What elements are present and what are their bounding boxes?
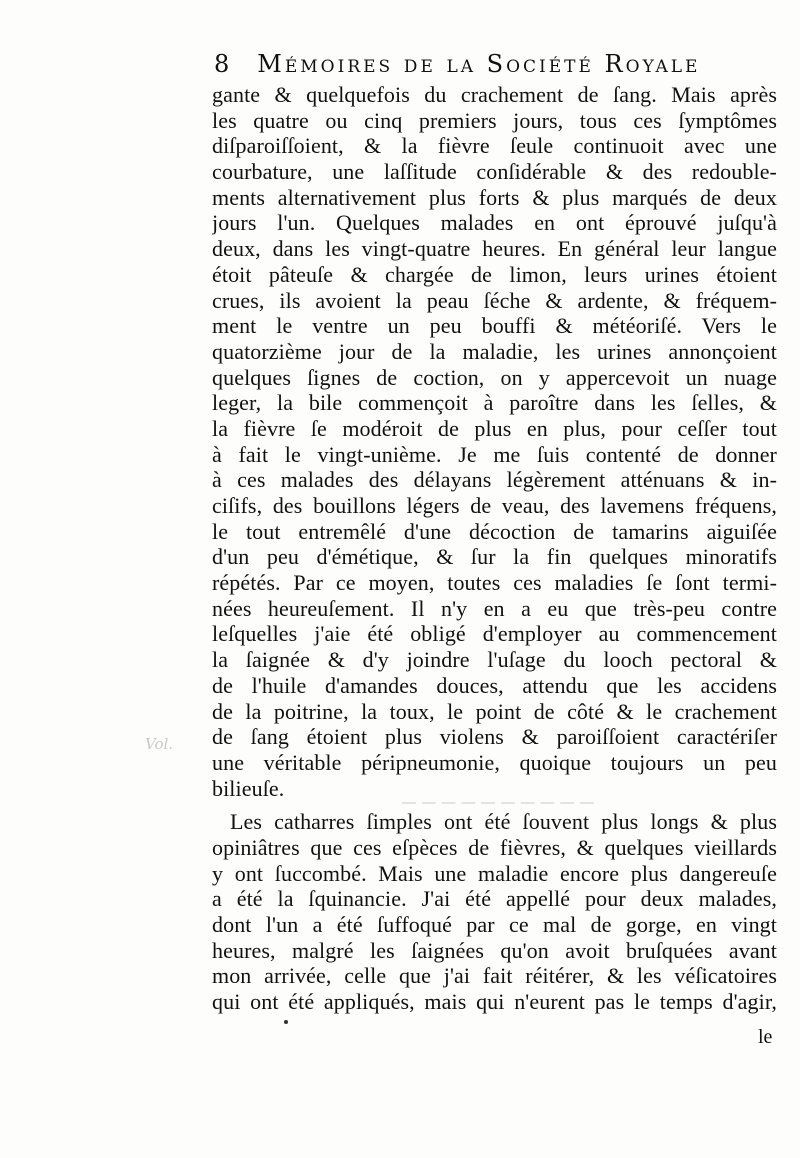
text-line: dont l'un a été ſuffoqué par ce mal de gorge, en vingt: [212, 912, 777, 937]
text-line: à ces malades des délayans légèrement atténuans & in-: [212, 467, 777, 493]
text-line: deux, dans les vingt-quatre heures. En général leur langue: [212, 236, 777, 262]
text-line: le tout entremêlé d'une décoction de tamarins aiguiſée: [212, 518, 777, 544]
text-line: leſquelles j'aie été obligé d'employer au commencement: [212, 621, 777, 647]
text-line: une véritable péripneumonie, quoique toujours un peu: [212, 749, 777, 775]
text-line: diſparoiſſoient, & la fièvre ſeule continuoit avec une: [212, 133, 777, 159]
text-line: heures, malgré les ſaignées qu'on avoit bruſquées avant: [212, 937, 777, 963]
ink-speck: [284, 1020, 288, 1024]
text-line: de l'huile d'amandes douces, attendu que les accidens: [212, 672, 777, 698]
text-line: crues, ils avoient la peau ſéche & ardente, & fréquem-: [212, 287, 777, 313]
text-line: jours l'un. Quelques malades en ont éprouvé juſqu'à: [212, 210, 777, 236]
page-header: [214, 50, 754, 78]
text-line: les quatre ou cinq premiers jours, tous ces ſymptômes: [212, 107, 777, 133]
catchword: le: [758, 1026, 773, 1048]
show-through-text: Vol.: [145, 735, 174, 753]
body-text: [212, 82, 777, 1015]
text-line: opiniâtres que ces eſpèces de fièvres, & quelques vieillards: [212, 834, 777, 860]
text-line: nées heureuſement. Il n'y en a eu que très-peu contre: [212, 595, 777, 621]
text-line: ment le ventre un peu bouffi & météoriſé. Vers le: [212, 313, 777, 339]
text-line: mon arrivée, celle que j'ai fait réitérer, & les véſicatoires: [212, 963, 777, 989]
text-line: qui ont été appliqués, mais qui n'eurent pas le temps d'agir,: [212, 989, 777, 1015]
page-number: 8: [214, 50, 232, 78]
text-line: quatorzième jour de la maladie, les urines annonçoient: [212, 338, 777, 364]
text-line: la fièvre ſe modéroit de plus en plus, pour ceſſer tout: [212, 415, 777, 441]
text-line: répétés. Par ce moyen, toutes ces maladies ſe ſont termi-: [212, 570, 777, 596]
text-line: de la poitrine, la toux, le point de côté & le crachement: [212, 698, 777, 724]
text-line: ciſifs, des bouillons légers de veau, des lavemens fréquens,: [212, 493, 777, 518]
show-through-text: — — — — — — — — — —: [401, 793, 595, 811]
text-line: leger, la bile commençoit à paroître dans les ſelles, &: [212, 390, 777, 416]
text-line: d'un peu d'émétique, & ſur la fin quelques minoratifs: [212, 544, 777, 570]
text-line: y ont ſuccombé. Mais une maladie encore plus dangereuſe: [212, 860, 777, 886]
text-line: ments alternativement plus forts & plus marqués de deux: [212, 184, 777, 210]
text-line: de ſang étoient plus violens & paroiſſoient caractériſer: [212, 724, 777, 750]
text-line: Les catharres ſimples ont été ſouvent plus longs & plus: [230, 809, 777, 835]
paragraph-gap: [212, 801, 777, 809]
text-line: a été la ſquinancie. J'ai été appellé pour deux malades,: [212, 886, 777, 912]
text-line: à fait le vingt-unième. Je me ſuis contenté de donner: [212, 441, 777, 467]
text-line: bilieuſe.: [212, 775, 285, 801]
text-line: étoit pâteuſe & chargée de limon, leurs urines étoient: [212, 261, 777, 287]
text-line: la ſaignée & d'y joindre l'uſage du looch pectoral &: [212, 647, 777, 673]
text-line: courbature, une laſſitude conſidérable & des redouble-: [212, 159, 777, 185]
running-title: Mémoires de la Société Royale: [257, 50, 701, 78]
text-line: gante & quelquefois du crachement de ſang. Mais après: [212, 82, 777, 107]
text-line: quelques ſignes de coction, on y appercevoit un nuage: [212, 364, 777, 390]
